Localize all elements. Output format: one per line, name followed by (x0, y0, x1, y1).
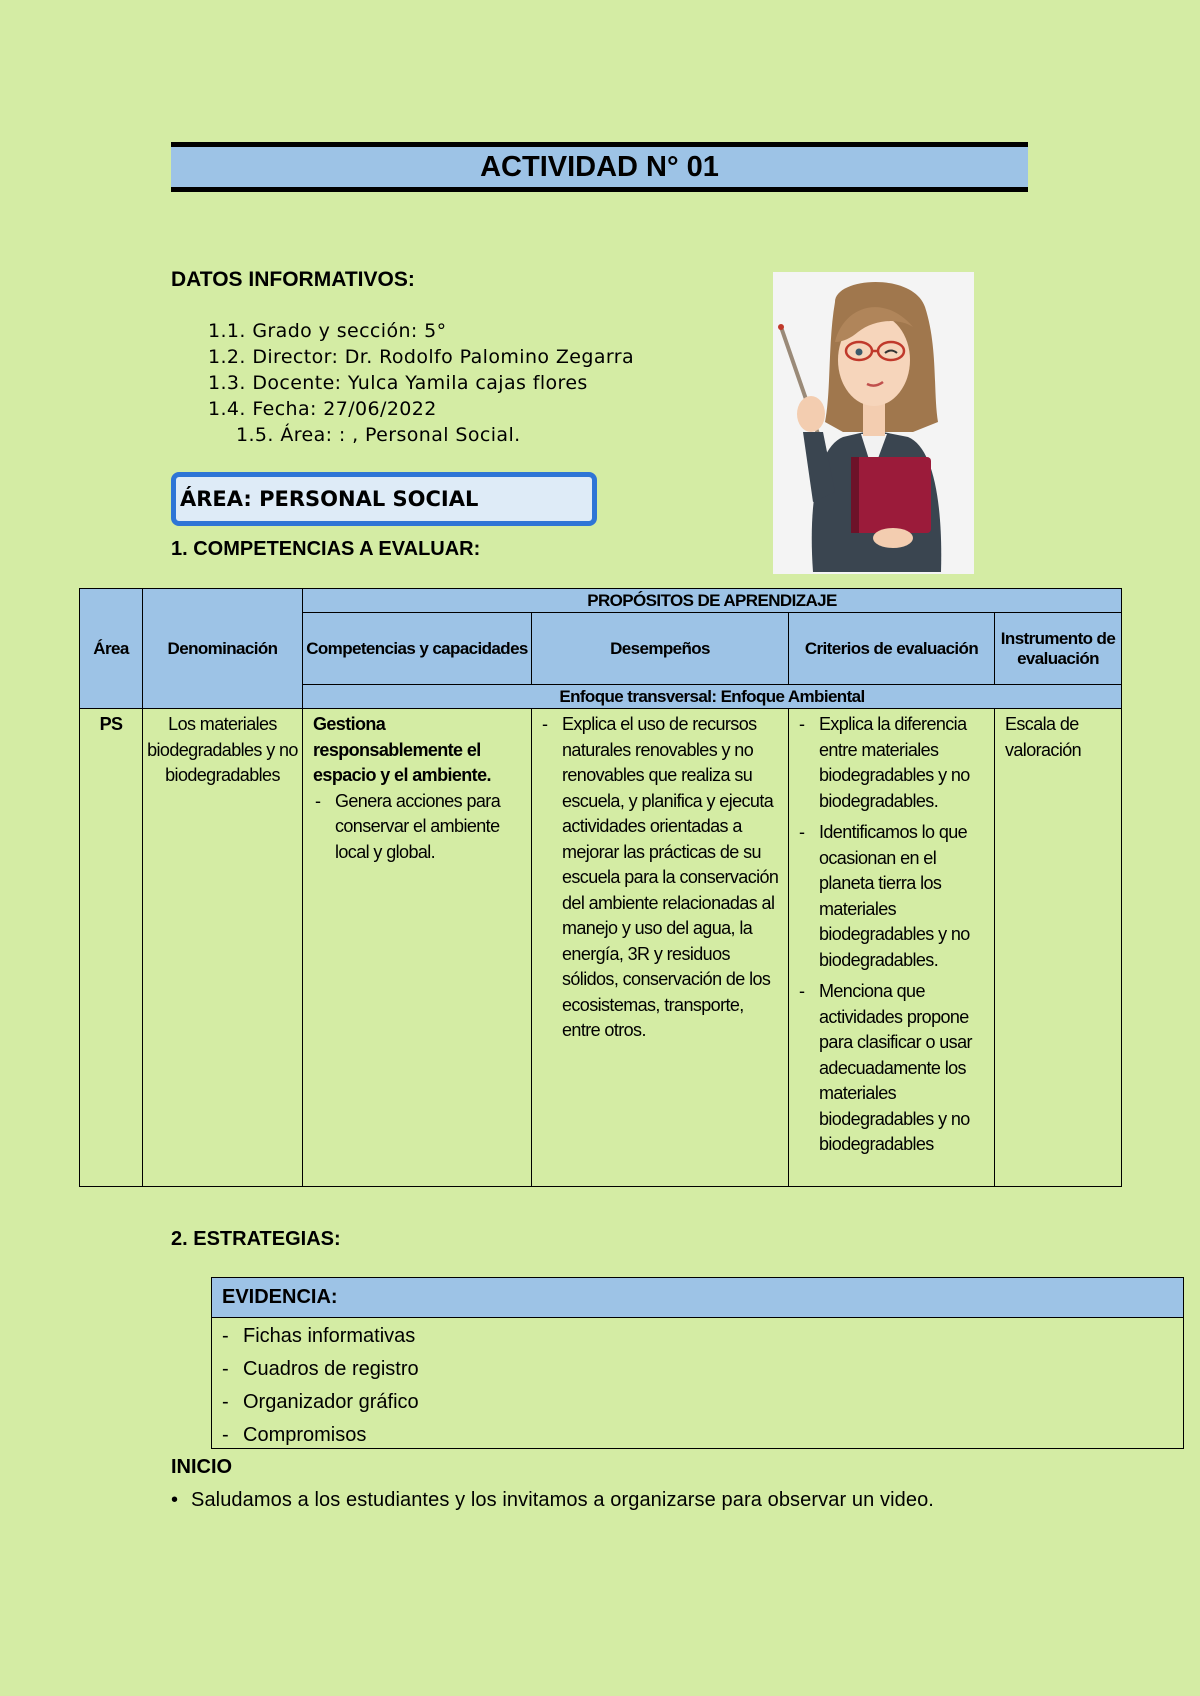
table-row (80, 709, 1122, 1187)
cell-competencias (303, 709, 532, 1187)
list-item: - Organizador gráfico (212, 1386, 1183, 1419)
competencias-table (79, 588, 1122, 1187)
info-list (208, 318, 634, 448)
cell-instrumento: Escala de valoración (995, 709, 1122, 1187)
inicio-paragraph (171, 1489, 934, 1512)
list-item: - Genera acciones para conservar el ambiente local y global. (313, 789, 525, 866)
cell-area: PS (80, 709, 143, 1187)
info-item-docente: 1.3. Docente: Yulca Yamila cajas flores (208, 372, 588, 394)
estrategias-heading: 2. ESTRATEGIAS: (171, 1228, 341, 1250)
desempenos-list (540, 712, 780, 1044)
header-enfoque: Enfoque transversal: Enfoque Ambiental (303, 685, 1122, 709)
header-instrumento: Instrumento de evaluación (995, 613, 1122, 685)
info-item-area: 1.5. Área: : , Personal Social. (236, 424, 521, 446)
inicio-heading: INICIO (171, 1456, 233, 1478)
header-competencias: Competencias y capacidades (303, 613, 532, 685)
list-item: - Menciona que actividades propone para clasificar o usar adecuadamente los materiales biodegradables y no biodegradables (797, 979, 988, 1158)
list-item: - Fichas informativas (212, 1320, 1183, 1353)
list-item: - Explica la diferencia entre materiales biodegradables y no biodegradables. (797, 712, 988, 814)
cell-criterios (789, 709, 995, 1187)
header-desempenos: Desempeños (532, 613, 789, 685)
datos-informativos-heading: DATOS INFORMATIVOS: (171, 268, 415, 291)
header-denominacion: Denominación (143, 589, 303, 709)
competencias-heading: 1. COMPETENCIAS A EVALUAR: (171, 538, 481, 560)
teacher-illustration (773, 272, 974, 574)
inicio-text: Saludamos a los estudiantes y los invitamos a organizarse para observar un video. (191, 1489, 934, 1511)
capacidades-list (313, 789, 525, 866)
evidence-box (211, 1277, 1184, 1449)
list-item: - Identificamos lo que ocasionan en el planeta tierra los materiales biodegradables y no biodegradables. (797, 820, 988, 973)
list-item: - Compromisos (212, 1419, 1183, 1452)
page-title: ACTIVIDAD N° 01 (171, 142, 1028, 192)
header-criterios: Criterios de evaluación (789, 613, 995, 685)
bullet-icon: • (171, 1489, 179, 1511)
criterios-list (797, 712, 988, 1158)
evidence-list (212, 1318, 1183, 1452)
info-item-grado: 1.1. Grado y sección: 5° (208, 320, 447, 342)
info-item-fecha: 1.4. Fecha: 27/06/2022 (208, 398, 437, 420)
header-propositos: PROPÓSITOS DE APRENDIZAJE (303, 589, 1122, 613)
header-area: Área (80, 589, 143, 709)
cell-denominacion: Los materiales biodegradables y no biodegradables (143, 709, 303, 1187)
teacher-icon (773, 272, 974, 574)
cell-desempenos (532, 709, 789, 1187)
evidence-heading: EVIDENCIA: (212, 1278, 1183, 1318)
list-item: - Cuadros de registro (212, 1353, 1183, 1386)
area-box: ÁREA: PERSONAL SOCIAL (171, 472, 597, 526)
list-item: - Explica el uso de recursos naturales renovables y no renovables que realiza su escuela, y planifica y ejecuta actividades orientadas a mejorar las prácticas de su escuela para la conservación del ambiente relacionadas al manejo y uso del agua, la energía, 3R y residuos sólidos, conservación de los ecosistemas, transporte, entre otros. (540, 712, 780, 1044)
competencia-title: Gestiona responsablemente el espacio y el ambiente. (313, 714, 491, 785)
info-item-director: 1.2. Director: Dr. Rodolfo Palomino Zegarra (208, 346, 634, 368)
